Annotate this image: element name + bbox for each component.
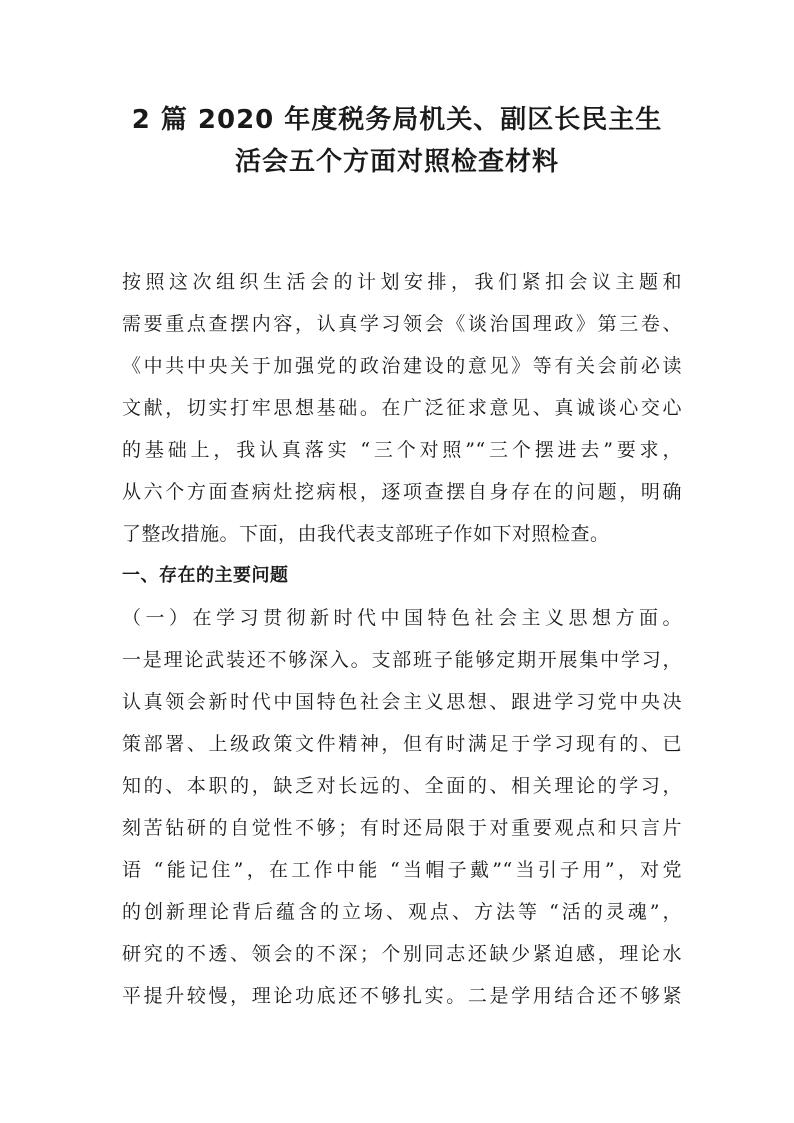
body-line-3: 《中共中央关于加强党的政治建设的意见》等有关会前必读 xyxy=(122,355,682,377)
body-line-4: 文献，切实打牢思想基础。在广泛征求意见、真诚谈心交心 xyxy=(122,397,682,419)
section-heading: 一、存在的主要问题 xyxy=(122,565,289,586)
body-line-14: 刻苦钻研的自觉性不够；有时还局限于对重要观点和只言片 xyxy=(122,817,682,839)
body-line-18: 平提升较慢，理论功底还不够扎实。二是学用结合还不够紧 xyxy=(122,985,682,1007)
body-line-12: 策部署、上级政策文件精神，但有时满足于学习现有的、已 xyxy=(122,733,682,755)
body-line-17: 研究的不透、领会的不深；个别同志还缺少紧迫感，理论水 xyxy=(122,943,682,965)
body-line-13: 知的、本职的，缺乏对长远的、全面的、相关理论的学习， xyxy=(122,775,682,797)
document-title-line-2: 活会五个方面对照检查材料 xyxy=(234,147,559,177)
body-line-5: 的基础上，我认真落实 “三个对照”“三个摆进去”要求， xyxy=(122,439,682,461)
body-line-11: 认真领会新时代中国特色社会主义思想、跟进学习党中央决 xyxy=(122,691,682,713)
body-line-16: 的创新理论背后蕴含的立场、观点、方法等 “活的灵魂”， xyxy=(122,901,682,923)
body-line-1: 按照这次组织生活会的计划安排，我们紧扣会议主题和 xyxy=(122,271,682,293)
body-line-9: （一）在学习贯彻新时代中国特色社会主义思想方面。 xyxy=(122,607,682,629)
body-line-7: 了整改措施。下面，由我代表支部班子作如下对照检查。 xyxy=(122,523,610,545)
body-line-10: 一是理论武装还不够深入。支部班子能够定期开展集中学习， xyxy=(122,649,682,671)
body-line-6: 从六个方面查病灶挖病根，逐项查摆自身存在的问题，明确 xyxy=(122,481,682,503)
body-line-2: 需要重点查摆内容，认真学习领会《谈治国理政》第三卷、 xyxy=(122,313,682,335)
document-title-line-1: 2 篇 2020 年度税务局机关、副区长民主生 xyxy=(131,105,663,135)
body-line-15: 语 “能记住”，在工作中能 “当帽子戴”“当引子用”，对党 xyxy=(122,859,682,881)
